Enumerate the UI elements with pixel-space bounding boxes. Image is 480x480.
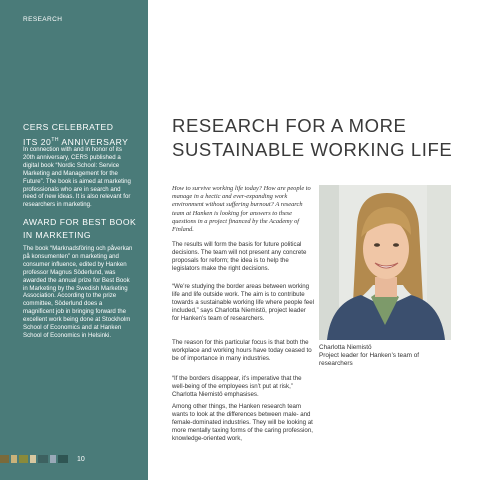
color-swatch [19,455,28,463]
photo-caption [319,344,449,368]
color-swatch [38,455,48,463]
article-paragraph: “If the borders disappear, it’s imperative that the well-being of the employees isn’t put at risk,” Charlotta Niemistö emphasises. [172,375,302,398]
portrait-illustration [319,185,451,340]
award-body: The book “Marknadsföring och påverkan på konsumenten” on marketing and consumer influence, edited by Hanken professor Magnus Söderlund, was awarded the annual prize for Best Book in Marketing by the Swedish Marketing Association. According to the prize committee, Söderlund does a magnificent job in bringing forward the excellent work being done at Stockholm School of Economics and at Hanken School of Economics in Helsinki. [23,245,133,339]
award-heading-line2: IN MARKETING [23,230,92,240]
award-heading-line1: AWARD FOR BEST BOOK [23,217,137,227]
color-swatch [11,455,17,463]
article-lede: How to survive working life today? How are people to manage in a hectic and ever-expanding work environment without suffering burnout? A research team at Hanken is looking for answers to these questions in a project financed by the Academy of Finland. [172,185,311,234]
color-swatch [58,455,68,463]
anniversary-heading [23,121,143,149]
section-tag: RESEARCH [23,16,63,23]
color-swatch [0,455,9,463]
sidebar-panel [0,0,148,480]
award-heading [23,216,143,242]
headline-line1: RESEARCH FOR A MORE [172,115,407,136]
portrait-photo [319,185,451,340]
article-paragraph: Among other things, the Hanken research team wants to look at the differences between male- and female-dominated industries. They will be looking at more mentally taxing forms of the caring profession, knowledge-oriented work, [172,403,313,442]
article-paragraph: “We’re studying the border areas between working life and life outside work. The aim is to contribute towards a sustainable working life where people feel included,” says Charlotta Niemistö, project leader for Hanken’s team of researchers. [172,283,314,322]
article-paragraph: The reason for this particular focus is that both the workplace and working hours have today ceased to be of importance in many industries. [172,339,312,362]
caption-name: Charlotta Niemistö [319,344,372,351]
anniversary-body: In connection with and in honor of its 20th anniversary, CERS published a digital book “Nordic School: Service Marketing and Management for the Future”. The book is aimed at marketing professionals who are in search and need of new ideas. It is also relevant for researchers in marketing. [23,146,131,209]
color-swatch [30,455,36,463]
article-headline [172,114,477,162]
color-swatch [50,455,56,463]
anniversary-heading-line2: ITS 20TH ANNIVERSARY [23,136,129,147]
article-paragraph: The results will form the basis for future political decisions. The team will not present any concrete proposals for reform; the idea is to help the legislators make the right decisions. [172,241,307,272]
color-strip [0,455,68,463]
caption-role: Project leader for Hanken’s team of researchers [319,352,420,367]
page-number: 10 [77,456,85,463]
anniversary-heading-line1: CERS CELEBRATED [23,122,114,132]
headline-line2: SUSTAINABLE WORKING LIFE [172,139,453,160]
